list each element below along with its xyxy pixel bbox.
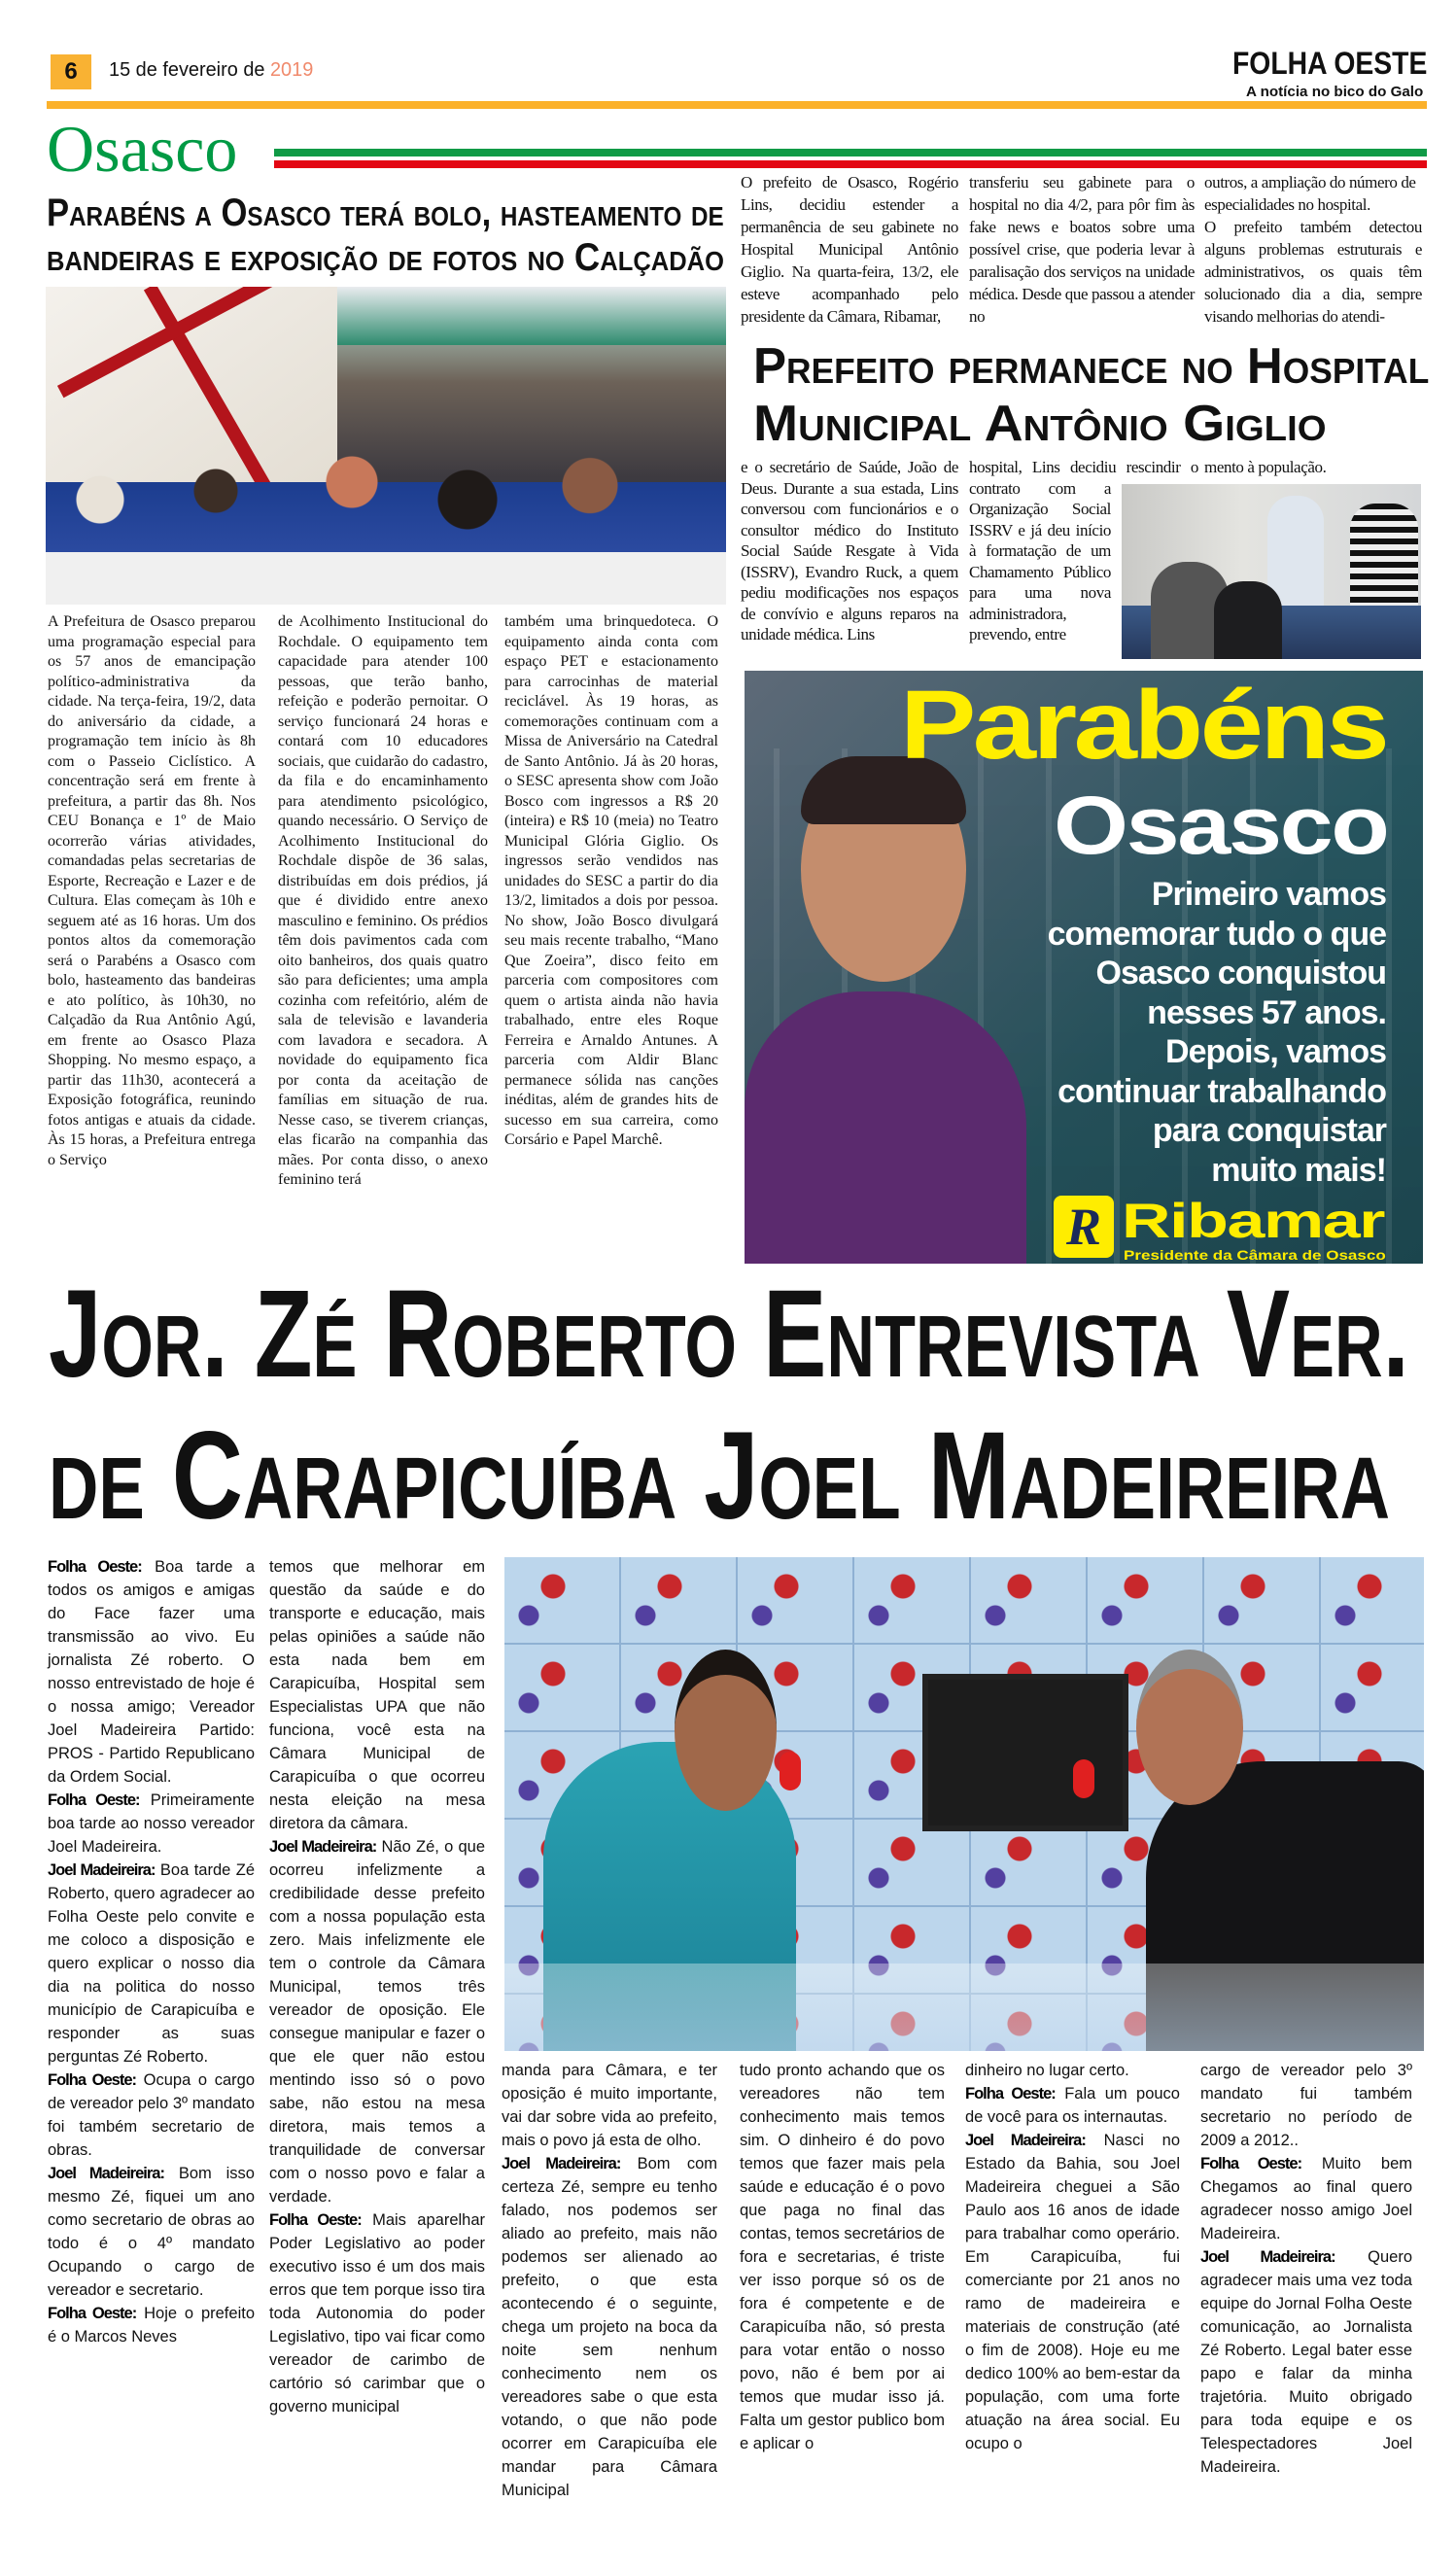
interview-photo bbox=[504, 1557, 1424, 2051]
hospital-headline bbox=[753, 338, 1429, 453]
speaker-label: Folha Oeste: bbox=[269, 2211, 362, 2229]
interview-paragraph bbox=[1200, 2059, 1412, 2152]
interview-paragraph bbox=[1200, 2152, 1412, 2245]
interview-paragraph bbox=[48, 2162, 255, 2302]
osasco-article-column: A Prefeitura de Osasco preparou uma programação especial para os 57 anos de emancipação político-administrativa da cidade. Na terça-feira, 19/2, data do aniversário da cidade, a programação tem início às 8h com o Passeio Ciclístico. A concentração será em frente à prefeitura, a partir das 8h. Nos CEU Bonança e 1º de Maio ocorrerão várias atividades, comandadas pelas secretarias de Esporte, Recreação e Lazer e de Cultura. Elas começam às 10h e seguem até as 16 horas. Um dos pontos altos da comemoração será o Parabéns a Osasco com bolo, hasteamento das bandeiras e ato político, às 10h30, no Calçadão da Rua Antônio Agú, em frente ao Osasco Plaza Shopping. No mesmo espaço, a partir das 11h30, acontecerá a Exposição fotográfica, reunindo fotos antigas e atuais da cidade. Às 15 horas, a Prefeitura entrega o Serviço bbox=[48, 613, 256, 1168]
ad-message-line: para conquistar bbox=[1152, 1112, 1386, 1149]
ad-name bbox=[1122, 1194, 1384, 1248]
interview-text: Ocupa o cargo de vereador pelo 3º mandato foi também secretario de obras. bbox=[48, 2071, 256, 2159]
interview-paragraph bbox=[48, 1789, 255, 1859]
interview-text: Bom com certeza Zé, sempre eu tenho falado, nos podemos ser aliado ao prefeito, mais não podemos ser alienado ao prefeito, o que esta acontecendo é o seguinte, chega um projeto na boca da noite sem nenhum conhecimento nem os vereadores sabe o que esta votando, o que não pode ocorrer em Carapicuíba ele mandar para Câmara Municipal bbox=[502, 2155, 717, 2499]
hospital-photo bbox=[1122, 484, 1421, 659]
interview-paragraph bbox=[965, 2059, 1180, 2082]
ad-message-line: comemorar tudo o que bbox=[1047, 915, 1386, 953]
brand-name: FOLHA OESTE bbox=[1232, 46, 1428, 81]
speaker-label: Joel Madeireira: bbox=[1200, 2248, 1335, 2266]
hospital-article-column bbox=[741, 171, 958, 328]
interview-text: Muito bem Chegamos ao final quero agradecer nosso amigo Joel Madeireira. bbox=[1200, 2155, 1413, 2242]
tagline-text: A notícia no bico do Galo bbox=[1246, 84, 1424, 100]
speaker-label: Joel Madeireira: bbox=[48, 2165, 164, 2182]
speaker-label: Folha Oeste: bbox=[48, 2305, 137, 2322]
interview-text: tudo pronto achando que os vereadores não tem conhecimento mais temos sim. O dinheiro é do povo temos que fazer mais pela saúde e educação é o povo que paga no final das contas, temos secretários de fora e secretarias, é triste ver isso porque só os de fora é competente e de Carapicuíba não, só presta para votar então o nosso povo, não é bem por ai temos que mudar isso já. Falta um gestor publico bom e aplicar o bbox=[740, 2062, 945, 2452]
interview-text: cargo de vereador pelo 3º mandato fui também secretario no período de 2009 a 2012.. bbox=[1200, 2062, 1412, 2149]
ad-role bbox=[1124, 1247, 1386, 1263]
interview-paragraph bbox=[48, 2068, 255, 2162]
interview-text: Hoje o prefeito é o Marcos Neves bbox=[48, 2305, 255, 2346]
celebration-photo bbox=[46, 287, 726, 605]
speaker-label: Folha Oeste: bbox=[1200, 2155, 1302, 2172]
interview-text: Fala um pouco de você para os internautas. bbox=[965, 2085, 1180, 2126]
interview-text: Boa tarde a todos os amigos e amigas do Face fazer uma transmissão ao vivo. Eu jornalista Zé roberto. O nosso entrevistado de hoje é o nossa amigo; Vereador Joel Madeireira Partido: PROS - Partido Republicano da Ordem Social. bbox=[48, 1558, 255, 1786]
ad-message-line: Depois, vamos bbox=[1165, 1033, 1386, 1070]
interview-text: temos que melhorar em questão da saúde e do transporte e educação, mais pelas opiniões a saúde não esta nada bem em Carapicuíba, Hospital sem Especialistas UPA que não funciona, você esta na Câmara Municipal de Carapicuíba o que ocorreu nesta eleição na mesa diretora da câmara. bbox=[269, 1558, 485, 1832]
interview-paragraph bbox=[1200, 2245, 1412, 2479]
speaker-label: Folha Oeste: bbox=[965, 2085, 1056, 2103]
interview-text: Primeiramente boa tarde ao nosso vereador Joel Madeireira. bbox=[48, 1791, 255, 1856]
interview-text: Quero agradecer mais uma vez toda equipe do Jornal Folha Oeste comunicação, ao Jornalista Zé Roberto. Legal bater esse papo e falar da minha trajetória. Muito obrigado para toda equipe e os Telespectadores Joel Madeireira. bbox=[1200, 2248, 1412, 2476]
paragraph: O prefeito de Osasco, Rogério Lins, decidiu estender a permanência de seu gabinete no Hospital Municipal Antônio Giglio. Na quarta-feira, 13/2, ele esteve acompanhado pelo presidente da Câmara, Ribamar, bbox=[741, 173, 958, 326]
interview-column bbox=[965, 2059, 1180, 2455]
ad-message-line: muito mais! bbox=[1211, 1151, 1386, 1189]
date-year: 2019 bbox=[269, 59, 314, 81]
interview-paragraph bbox=[269, 1555, 485, 1835]
osasco-article-column: também uma brinquedoteca. O equipamento ainda conta com espaço PET e estacionamento para carrocinhas de material reciclável. Às 19 horas, as comemorações continuam com a Missa de Aniversário na Catedral de Santo Antônio. Já às 20 horas, o SESC apresenta show com João Bosco com ingressos a R$ 20 (inteira) e R$ 10 (meia) no Teatro Municipal Glória Giglio. Os ingressos serão vendidos nas unidades do SESC a partir do dia 13/2, limitados a dois por pessoa. No show, João Bosco divulgará seu mais recente trabalho, “Mano Que Zoeira”, disco feito em parceria com compositores com quem o artista ainda não havia trabalhado, entre eles Roque Ferreira e Arnaldo Antunes. A parceria com Aldir Blanc permanece sólida nas canções inéditas, além de grandes hits de sucesso em sua carreira, como Corsário e Papel Marchê. bbox=[504, 613, 718, 1148]
osasco-headline bbox=[47, 191, 724, 280]
speaker-label: Joel Madeireira: bbox=[502, 2155, 621, 2172]
speaker-label: Joel Madeireira: bbox=[48, 1861, 156, 1879]
newspaper-tagline bbox=[1246, 84, 1423, 100]
interview-paragraph bbox=[48, 2302, 255, 2348]
headline-line: Prefeito permanece no Hospital bbox=[753, 338, 1430, 395]
interview-text: manda para Câmara, e ter oposição é muito importante, vai dar sobre vida ao prefeito, mais o povo já esta de olho. bbox=[502, 2062, 717, 2149]
interview-paragraph bbox=[965, 2082, 1180, 2129]
section-rule-red bbox=[274, 160, 1427, 168]
ad-subtitle bbox=[1054, 780, 1388, 871]
interview-text: Boa tarde Zé Roberto, quero agradecer ao Folha Oeste pelo convite e me coloco a disposição e quero explicar o nosso dia dia na politica do nosso município de Carapicuíba e responder as suas perguntas Zé Roberto. bbox=[48, 1861, 255, 2066]
speaker-label: Joel Madeireira: bbox=[965, 2132, 1086, 2149]
interview-paragraph bbox=[502, 2059, 717, 2152]
section-rule-green bbox=[274, 149, 1427, 156]
interview-paragraph bbox=[502, 2152, 717, 2502]
header-divider bbox=[47, 101, 1427, 109]
interview-text: Nasci no Estado da Bahia, sou Joel Madeireira cheguei a São Paulo aos 16 anos de idade para trabalhar como operário. Em Carapicuíba, fui comerciante por 21 anos no ramo de madeireira e materiais de construção (até o fim de 2008). Hoje eu me dedico 100% ao bem-estar da população, com uma forte atuação na área social. Eu ocupo o bbox=[965, 2132, 1180, 2452]
headline-line: de Carapicuíba Joel Madeireira bbox=[49, 1407, 1391, 1546]
date-text: 15 de fevereiro de bbox=[109, 59, 270, 81]
paragraph: O prefeito também detectou alguns problemas estruturais e administrativos, os quais têm solucionado dia a dia, sempre visando melhorias do atendi- bbox=[1204, 218, 1422, 326]
speaker-label: Folha Oeste: bbox=[48, 1558, 142, 1576]
interview-paragraph bbox=[48, 1859, 255, 2068]
paragraph: outros, a ampliação do número de especialidades no hospital. bbox=[1204, 173, 1416, 214]
headline-line: Jor. Zé Roberto Entrevista Ver. bbox=[49, 1265, 1409, 1404]
ad-message-line: continuar trabalhando bbox=[1057, 1072, 1386, 1110]
ad-message bbox=[958, 875, 1386, 1190]
interview-text: dinheiro no lugar certo. bbox=[965, 2062, 1129, 2079]
interview-column bbox=[269, 1555, 485, 2418]
interview-column bbox=[740, 2059, 945, 2455]
interview-paragraph bbox=[48, 1555, 255, 1789]
interview-paragraph bbox=[269, 1835, 485, 2208]
ad-message-line: nesses 57 anos. bbox=[1147, 993, 1386, 1031]
interview-paragraph bbox=[740, 2059, 945, 2455]
speaker-label: Folha Oeste: bbox=[48, 2071, 136, 2089]
hospital-article-column bbox=[969, 171, 1195, 328]
interview-text: Bom isso mesmo Zé, fiquei um ano como secretario de obras ao todo é o 4º mandato Ocupando o cargo de vereador e secretario. bbox=[48, 2165, 255, 2299]
interview-text: Não Zé, o que ocorreu infelizmente a credibilidade desse prefeito com a nossa população esta zero. Mais infelizmente ele tem o controle da Câmara Municipal, temos três vereador de oposição. Ele consegue manipular e fazer o que ele quer não estou mentindo isso só o povo sabe, não estou na mesa diretora, mais temos a tranquilidade de conversar com o nosso povo e falar a verdade. bbox=[269, 1838, 485, 2206]
interview-column bbox=[502, 2059, 717, 2502]
interview-column bbox=[48, 1555, 255, 2348]
ribamar-advertisement bbox=[745, 671, 1423, 1264]
newspaper-logo bbox=[1232, 45, 1427, 82]
ad-role-text: Presidente da Câmara de Osasco bbox=[1124, 1247, 1386, 1263]
ribamar-logo-icon: R bbox=[1054, 1196, 1114, 1258]
interview-text: Mais aparelhar Poder Legislativo ao poder executivo isso é um dos mais erros que tem porque isso tira toda Autonomia do poder Legislativo, tipo vai ficar como vereador de carimbo de cartório só carimbar que o governo municipal bbox=[269, 2211, 486, 2416]
interview-headline bbox=[49, 1264, 1409, 1547]
headline-line: Municipal Antônio Giglio bbox=[753, 396, 1327, 452]
speaker-label: Joel Madeireira: bbox=[269, 1838, 377, 1856]
interview-column bbox=[1200, 2059, 1412, 2479]
ad-message-line: Osasco conquistou bbox=[1095, 955, 1386, 991]
interview-paragraph bbox=[965, 2129, 1180, 2455]
ad-name-text: Ribamar bbox=[1122, 1194, 1385, 1248]
ad-title bbox=[900, 671, 1386, 780]
hospital-article-column bbox=[1204, 171, 1422, 328]
headline-line: Parabéns a Osasco terá bolo, hasteamento de bbox=[47, 191, 724, 234]
osasco-article-column: de Acolhimento Institucional do Rochdale. O equipamento tem capacidade para atender 100 pessoas, que terão banho, refeição e poderão pernoitar. O serviço funcionará 24 horas e contará com 10 educadores sociais, que cuidarão do cadastro, da fila e do encaminhamento para atendimento psicológico, quando necessário. O Serviço de Acolhimento Institucional do Rochdale dispõe de 36 salas, distribuídas em dois prédios, já que é dividido entre anexo masculino e feminino. Os prédios têm dois pavimentos cada com oito banheiros, dos quais quatro são para deficientes; uma ampla cozinha com refeitório, além de sala de televisão e lavanderia com lavadora e secadora. A novidade do equipamento fica por conta da aceitação de famílias em situação de rua. Nesse caso, se tiverem crianças, elas ficarão na companhia das mães. Por conta disso, o anexo feminino terá bbox=[278, 613, 488, 1188]
speaker-label: Folha Oeste: bbox=[48, 1791, 140, 1809]
hospital-article-column: mento à população. bbox=[1204, 458, 1327, 476]
headline-line: bandeiras e exposição de fotos no Calçadão bbox=[47, 236, 724, 279]
issue-date bbox=[109, 58, 313, 86]
ad-message-line: Primeiro vamos bbox=[1151, 876, 1386, 913]
paragraph: hospital, Lins decidiu rescindir o contrato com a Organização Social ISSRV e já deu início à formatação de um Chamamento Público para uma nova administradora, prevendo, entre bbox=[969, 458, 1198, 643]
ad-title-line: Osasco bbox=[1054, 780, 1388, 871]
interview-paragraph bbox=[269, 2208, 485, 2418]
hospital-article-column: e o secretário de Saúde, João de Deus. Durante a sua estada, Lins conversou com funcionários e o consultor médico do Instituto Social Saúde Resgate à Vida (ISSRV), Evandro Ruck, a quem pediu modificações nos espaços de convívio e alguns reparos na unidade médica. Lins bbox=[741, 458, 958, 643]
page-number: 6 bbox=[51, 54, 91, 89]
paragraph: transferiu seu gabinete para o hospital no dia 4/2, para pôr fim às fake news e boatos sobre uma possível crise, que poderia levar à paralisação dos serviços na unidade médica. Desde que passou a atender no bbox=[969, 173, 1195, 326]
ad-title-line: Parabéns bbox=[900, 671, 1387, 780]
section-title: Osasco bbox=[47, 112, 238, 186]
